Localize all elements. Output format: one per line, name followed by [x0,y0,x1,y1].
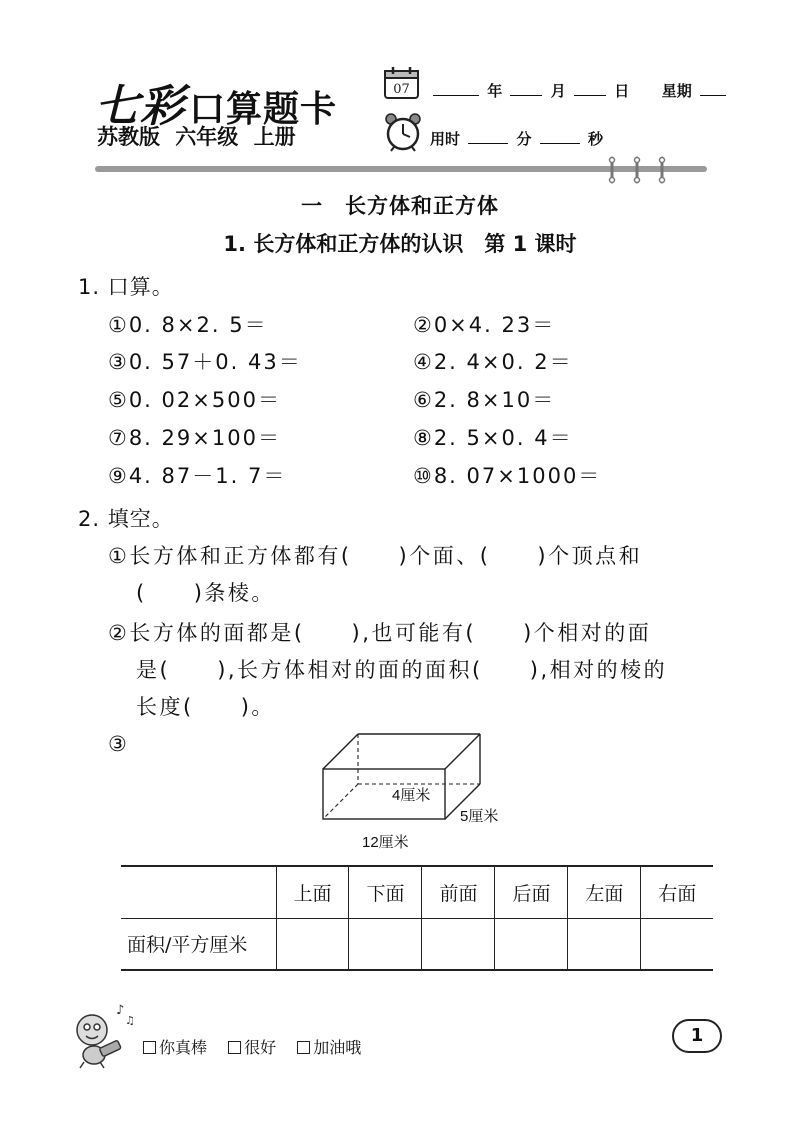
answer-cell-left[interactable] [568,918,641,970]
answer-cell-back[interactable] [495,918,568,970]
question-2-heading: 2. 填空。 [78,507,174,531]
exercise-5: ⑤0. 02×500＝ [108,388,281,412]
binder-rings-icon [606,156,668,188]
exercise-7: ⑦8. 29×100＝ [108,426,281,450]
seconds-label: 秒 [587,130,603,148]
exercise-1: ①0. 8×2. 5＝ [108,313,268,337]
weekday-blank[interactable] [700,82,726,96]
self-rating [143,1035,377,1058]
face-area-table [121,865,713,971]
rating-label-keep-trying: 加油哦 [313,1038,362,1057]
month-label: 月 [550,82,566,100]
checkbox-great[interactable] [143,1041,156,1054]
rating-label-great: 你真棒 [159,1038,208,1057]
minutes-label: 分 [516,130,532,148]
logo-accent-text: 七彩 [95,81,185,132]
fill-line-1: ①长方体和正方体都有( )个面、( )个顶点和 [108,544,643,568]
table-header-back: 后面 [495,866,568,918]
year-label: 年 [487,82,503,100]
time-fill-line [430,128,603,149]
exercise-2: ②0×4. 23＝ [413,313,556,337]
weekday-label: 星期 [661,82,692,100]
fill-line-3: ②长方体的面都是( ),也可能有( )个相对的面 [108,621,652,645]
rating-label-good: 很好 [244,1038,277,1057]
rating-option-good[interactable] [228,1038,276,1057]
sub-question-3-marker: ③ [108,732,130,756]
table-header-bottom: 下面 [349,866,422,918]
year-blank[interactable] [433,82,479,96]
table-header-front: 前面 [422,866,495,918]
fill-line-4: 是( ),长方体相对的面的面积( ),相对的棱的 [136,658,668,682]
lesson-title: 1. 长方体和正方体的认识 第 1 课时 [223,232,577,256]
exercise-10: ⑩8. 07×1000＝ [413,464,602,488]
exercise-9: ⑨4. 87－1. 7＝ [108,464,287,488]
time-used-label: 用时 [430,130,461,148]
day-label: 日 [614,82,630,100]
answer-cell-right[interactable] [641,918,713,970]
edition-label: 苏教版 六年级 上册 [97,125,296,149]
table-header-corner [121,866,276,918]
svg-text:♪: ♪ [116,1003,125,1018]
row-label: 面积/平方厘米 [121,918,276,970]
unit-title: 一 长方体和正方体 [301,194,499,218]
answer-cell-front[interactable] [422,918,495,970]
width-label: 5厘米 [460,808,499,825]
checkbox-good[interactable] [228,1041,241,1054]
answer-cell-bottom[interactable] [349,918,422,970]
day-blank[interactable] [574,82,606,96]
minutes-blank[interactable] [468,130,508,144]
page-number: 1 [672,1019,722,1053]
table-header-left: 左面 [568,866,641,918]
exercise-3: ③0. 57＋0. 43＝ [108,350,302,374]
exercise-8: ⑧2. 5×0. 4＝ [413,426,573,450]
fill-line-5: 长度( )。 [136,695,275,719]
mascot-illustration-icon [70,1000,136,1074]
rating-option-great[interactable] [143,1038,207,1057]
height-label: 4厘米 [392,787,431,804]
table-header-top: 上面 [276,866,349,918]
calendar-icon [383,66,421,104]
fill-line-2: ( )条棱。 [136,581,275,605]
length-label: 12厘米 [362,834,409,850]
logo-main-text: 口算题卡 [189,89,338,130]
month-blank[interactable] [510,82,542,96]
answer-cell-top[interactable] [276,918,349,970]
alarm-clock-icon [383,112,423,156]
table-header-row [121,866,713,918]
table-header-right: 右面 [641,866,713,918]
svg-text:♫: ♫ [125,1014,135,1027]
checkbox-keep-trying[interactable] [297,1041,310,1054]
cuboid-figure [300,720,530,854]
date-fill-line [430,80,729,101]
seconds-blank[interactable] [540,130,580,144]
table-row [121,918,713,970]
exercise-4: ④2. 4×0. 2＝ [413,350,573,374]
calendar-day: 07 [393,82,410,97]
question-1-heading: 1. 口算。 [78,275,174,299]
rating-option-keep-trying[interactable] [297,1038,361,1057]
exercise-6: ⑥2. 8×10＝ [413,388,556,412]
